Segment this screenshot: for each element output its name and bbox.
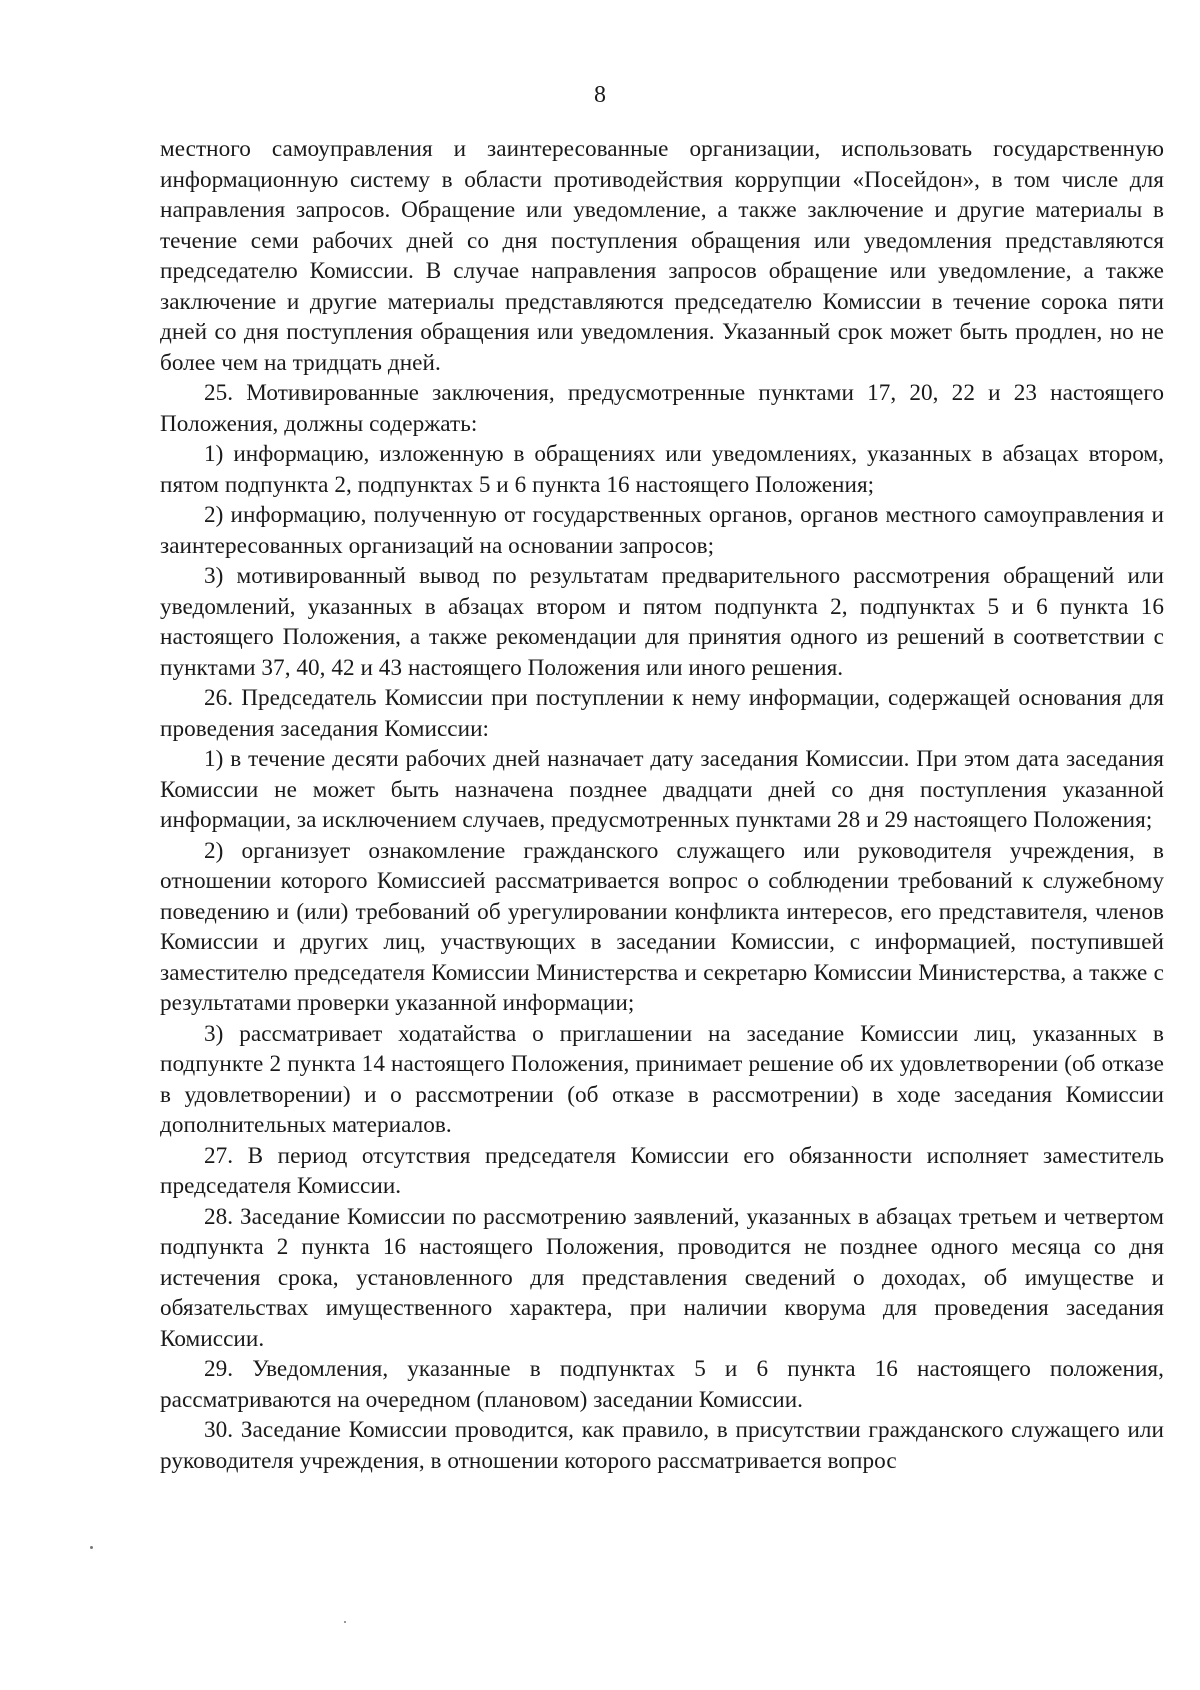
scan-speck: [344, 1621, 346, 1623]
scan-speck: [90, 1546, 93, 1549]
paragraph-26: 26. Председатель Комиссии при поступлении к нему информации, содержащей основания для проведения заседания Комиссии:: [160, 685, 1164, 742]
paragraph-26-item-2: 2) организует ознакомление гражданского служащего или руководителя учреждения, в отношении которого Комиссией рассматривается вопрос о соблюдении требований к служебному поведению и (или) требований об урегулировании конфликта интересов, его представителя, членов Комиссии и других лиц, участвующих в заседании Комиссии, с информацией, поступившей заместителю председателя Комиссии Министерства и секретарю Комиссии Министерства, а также с результатами проверки указанной информации;: [160, 837, 1164, 1016]
paragraph-27: 27. В период отсутствия председателя Комиссии его обязанности исполняет заместитель председателя Комиссии.: [160, 1142, 1164, 1199]
paragraph-26-item-3: 3) рассматривает ходатайства о приглашении на заседание Комиссии лиц, указанных в подпункте 2 пункта 14 настоящего Положения, принимает решение об их удовлетворении (об отказе в удовлетворении) и о рассмотрении (об отказе в рассмотрении) в ходе заседания Комиссии дополнительных материалов.: [160, 1020, 1164, 1138]
document-body: [160, 134, 1164, 1476]
page-number: 8: [594, 82, 606, 108]
paragraph-25: 25. Мотивированные заключения, предусмотренные пунктами 17, 20, 22 и 23 настоящего Положения, должны содержать:: [160, 380, 1164, 437]
paragraph-25-item-3: 3) мотивированный вывод по результатам предварительного рассмотрения обращений или уведомлений, указанных в абзацах втором и пятом подпункта 2, подпунктах 5 и 6 пункта 16 настоящего Положения, а также рекомендации для принятия одного из решений в соответствии с пунктами 37, 40, 42 и 43 настоящего Положения или иного решения.: [160, 563, 1164, 681]
paragraph-25-item-1: 1) информацию, изложенную в обращениях или уведомлениях, указанных в абзацах втором, пятом подпункта 2, подпунктах 5 и 6 пункта 16 настоящего Положения;: [160, 441, 1164, 498]
paragraph-26-item-1: 1) в течение десяти рабочих дней назначает дату заседания Комиссии. При этом дата заседания Комиссии не может быть назначена позднее двадцати дней со дня поступления указанной информации, за исключением случаев, предусмотренных пунктами 28 и 29 настоящего Положения;: [160, 746, 1164, 833]
paragraph-continuation: местного самоуправления и заинтересованные организации, использовать государственную информационную систему в области противодействия коррупции «Посейдон», в том числе для направления запросов. Обращение или уведомление, а также заключение и другие материалы в течение семи рабочих дней со дня поступления обращения или уведомления представляются председателю Комиссии. В случае направления запросов обращение или уведомление, а также заключение и другие материалы представляются председателю Комиссии в течение сорока пяти дней со дня поступления обращения или уведомления. Указанный срок может быть продлен, но не более чем на тридцать дней.: [160, 136, 1164, 376]
paragraph-28: 28. Заседание Комиссии по рассмотрению заявлений, указанных в абзацах третьем и четвертом подпункта 2 пункта 16 настоящего Положения, проводится не позднее одного месяца со дня истечения срока, установленного для представления сведений о доходах, об имуществе и обязательствах имущественного характера, при наличии кворума для проведения заседания Комиссии.: [160, 1203, 1164, 1352]
paragraph-25-item-2: 2) информацию, полученную от государственных органов, органов местного самоуправления и заинтересованных организаций на основании запросов;: [160, 502, 1164, 559]
paragraph-29: 29. Уведомления, указанные в подпунктах 5 и 6 пункта 16 настоящего положения, рассматриваются на очередном (плановом) заседании Комиссии.: [160, 1356, 1164, 1413]
paragraph-30: 30. Заседание Комиссии проводится, как правило, в присутствии гражданского служащего или руководителя учреждения, в отношении которого рассматривается вопрос: [160, 1417, 1164, 1474]
